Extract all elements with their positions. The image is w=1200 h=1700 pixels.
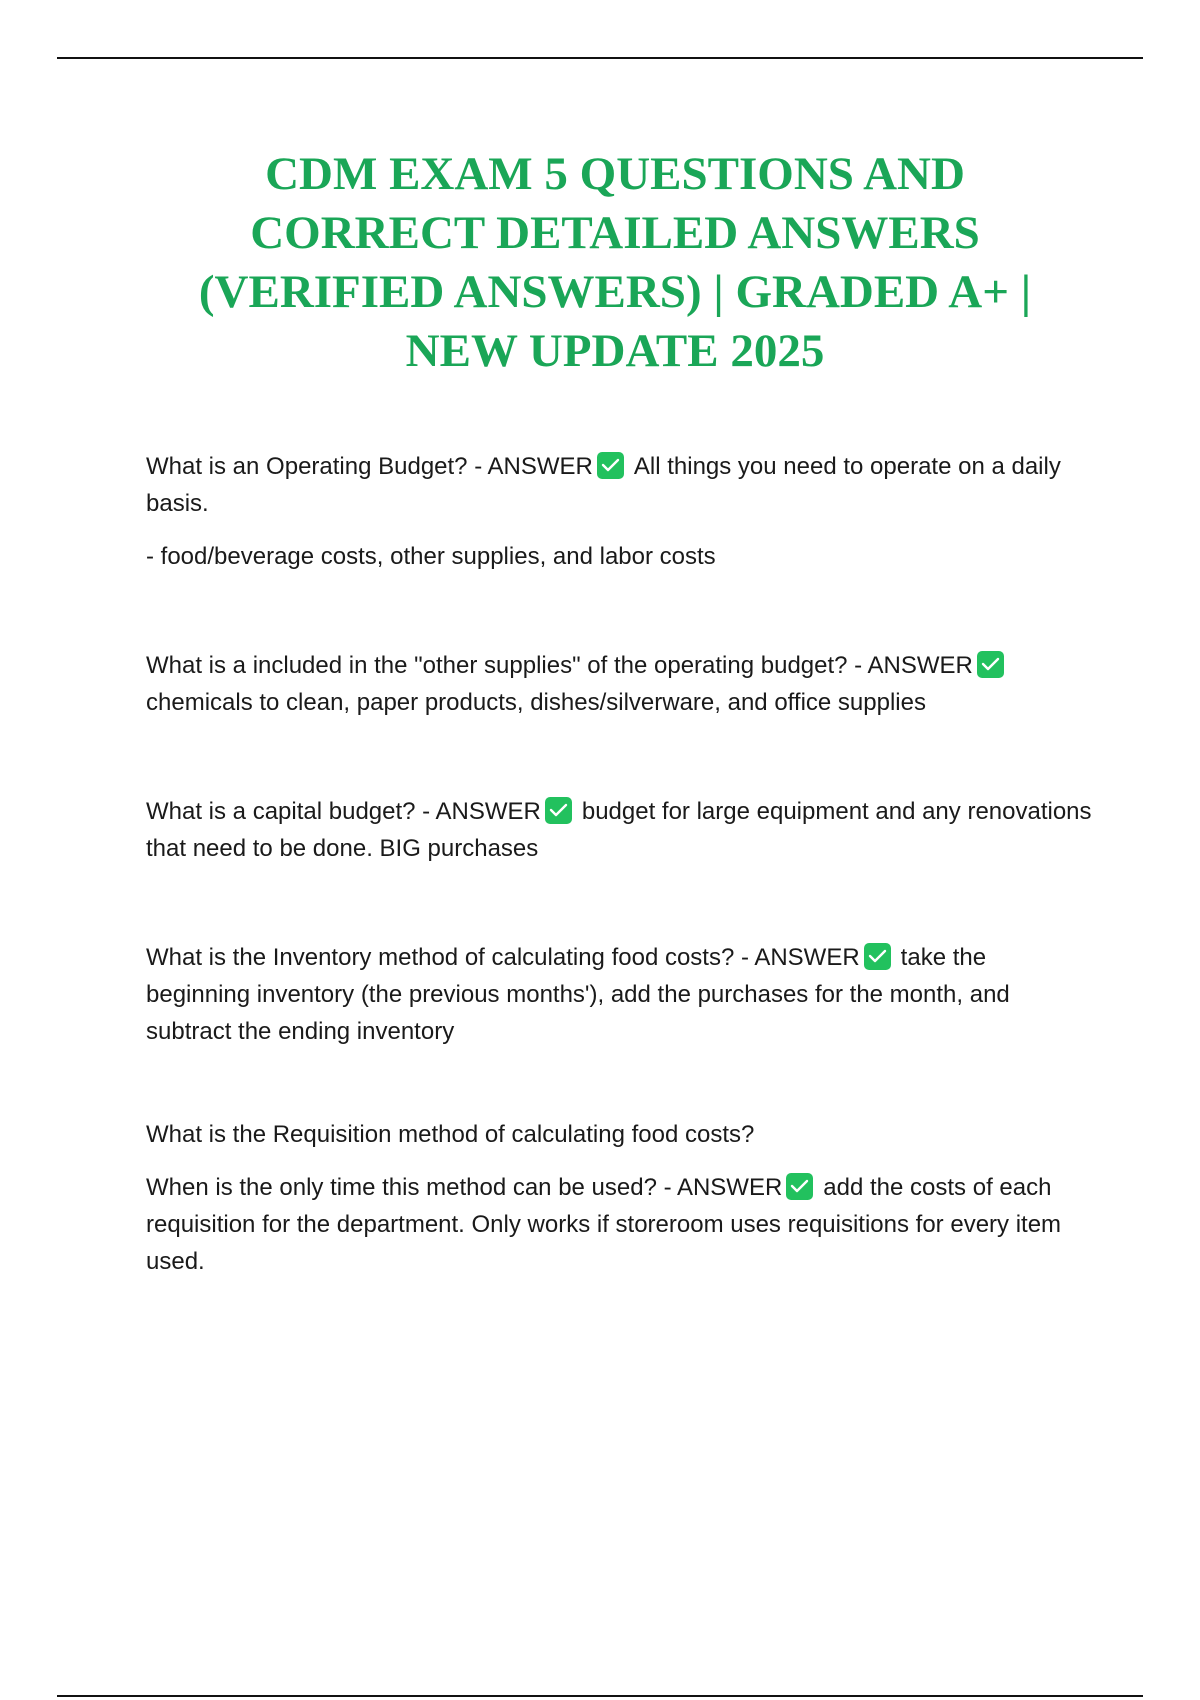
question-text: When is the only time this method can be used? - ANSWER [146, 1174, 783, 1201]
title-line: (VERIFIED ANSWERS) | GRADED A+ | [198, 266, 1032, 318]
top-rule [57, 57, 1143, 59]
check-box-icon [864, 943, 891, 970]
qa-item [146, 793, 1096, 867]
answer-text: take the beginning inventory (the previous months'), add the purchases for the month, and subtract the ending inventory [146, 944, 1010, 1045]
answer-detail: - food/beverage costs, other supplies, and labor costs [146, 543, 716, 570]
answer-text: chemicals to clean, paper products, dishes/silverware, and office supplies [146, 689, 926, 716]
qa-paragraph [146, 448, 1096, 522]
title-line: NEW UPDATE 2025 [405, 325, 825, 377]
qa-item [146, 939, 1096, 1050]
qa-paragraph [146, 793, 1096, 867]
bottom-rule [57, 1695, 1143, 1697]
check-box-icon [977, 651, 1004, 678]
answer-text: add the costs of each requisition for the department. Only works if storeroom uses requisitions for every item used. [146, 1174, 1062, 1275]
qa-item [146, 647, 1096, 721]
title-line: CDM EXAM 5 QUESTIONS AND [265, 148, 965, 200]
qa-item [146, 448, 1096, 575]
question-text: What is a capital budget? - ANSWER [146, 798, 541, 825]
question-preface: What is the Requisition method of calculating food costs? [146, 1121, 755, 1148]
check-box-icon [786, 1173, 813, 1200]
document-title [120, 145, 1110, 381]
question-text: What is an Operating Budget? - ANSWER [146, 453, 593, 480]
qa-list [146, 448, 1096, 1350]
question-text: What is a included in the "other supplies" of the operating budget? - ANSWER [146, 652, 973, 679]
qa-paragraph [146, 1169, 1096, 1280]
title-line: CORRECT DETAILED ANSWERS [250, 207, 980, 259]
qa-paragraph [146, 647, 1096, 721]
qa-item [146, 1116, 1096, 1280]
answer-text: budget for large equipment and any renovations that need to be done. BIG purchases [146, 798, 1092, 862]
answer-text: All things you need to operate on a daily basis. [146, 453, 1061, 517]
check-box-icon [545, 797, 572, 824]
check-box-icon [597, 452, 624, 479]
qa-paragraph [146, 939, 1096, 1050]
question-text: What is the Inventory method of calculating food costs? - ANSWER [146, 944, 860, 971]
